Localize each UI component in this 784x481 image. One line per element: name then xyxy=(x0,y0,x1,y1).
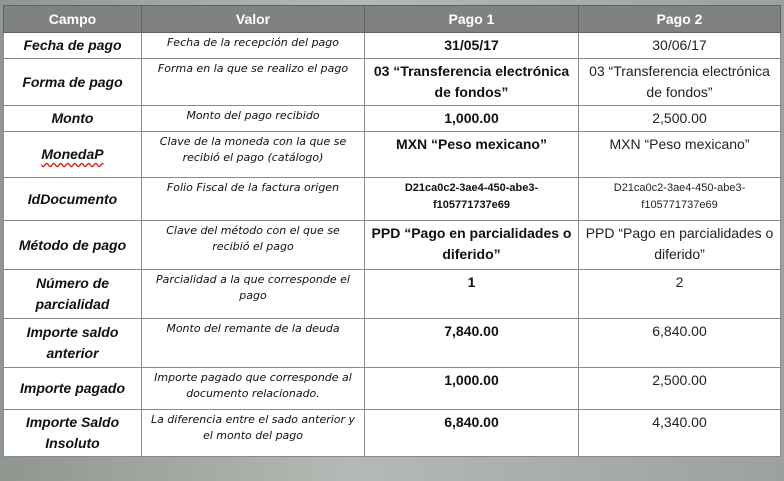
valor-cell: Clave del método con el que se recibió el pago xyxy=(142,221,365,270)
campo-cell: Fecha de pago xyxy=(4,33,142,59)
campo-label: MonedaP xyxy=(41,146,104,162)
pago-1-cell: 1,000.00 xyxy=(365,106,579,132)
campo-cell: Número de parcialidad xyxy=(4,270,142,319)
table-row xyxy=(4,410,781,457)
pago-1-cell: PPD “Pago en parcialidades o diferido” xyxy=(365,221,579,270)
pago-1-cell: 6,840.00 xyxy=(365,410,579,457)
pago-1-cell: 7,840.00 xyxy=(365,319,579,368)
pago-1-cell: 31/05/17 xyxy=(365,33,579,59)
campo-cell: IdDocumento xyxy=(4,178,142,221)
table-row xyxy=(4,132,781,178)
valor-cell: Fecha de la recepción del pago xyxy=(142,33,365,59)
table-row xyxy=(4,270,781,319)
campo-cell: Importe saldo anterior xyxy=(4,319,142,368)
valor-cell: Forma en la que se realizo el pago xyxy=(142,59,365,106)
campo-cell: Forma de pago xyxy=(4,59,142,106)
valor-cell: La diferencia entre el sado anterior y el monto del pago xyxy=(142,410,365,457)
pago-1-cell: 1 xyxy=(365,270,579,319)
header-pago-1: Pago 1 xyxy=(365,6,579,33)
pago-2-cell: 2 xyxy=(579,270,781,319)
pago-1-cell: D21ca0c2-3ae4-450-abe3-f105771737e69 xyxy=(365,178,579,221)
pago-1-cell: MXN “Peso mexicano” xyxy=(365,132,579,178)
campo-cell: Monto xyxy=(4,106,142,132)
pago-2-cell: MXN “Peso mexicano” xyxy=(579,132,781,178)
pago-2-cell: 30/06/17 xyxy=(579,33,781,59)
campo-cell xyxy=(4,132,142,178)
table-row xyxy=(4,106,781,132)
header-campo: Campo xyxy=(4,6,142,33)
pago-2-cell: 6,840.00 xyxy=(579,319,781,368)
table-row xyxy=(4,59,781,106)
header-row xyxy=(4,6,781,33)
valor-cell: Monto del pago recibido xyxy=(142,106,365,132)
pago-2-cell: 2,500.00 xyxy=(579,106,781,132)
table-row xyxy=(4,368,781,410)
pago-2-cell: 4,340.00 xyxy=(579,410,781,457)
table-row xyxy=(4,33,781,59)
valor-cell: Importe pagado que corresponde al documento relacionado. xyxy=(142,368,365,410)
pago-2-cell: D21ca0c2-3ae4-450-abe3-f105771737e69 xyxy=(579,178,781,221)
table-row xyxy=(4,178,781,221)
header-valor: Valor xyxy=(142,6,365,33)
valor-cell: Monto del remante de la deuda xyxy=(142,319,365,368)
valor-cell: Clave de la moneda con la que se recibió el pago (catálogo) xyxy=(142,132,365,178)
campo-cell: Método de pago xyxy=(4,221,142,270)
pago-1-cell: 03 “Transferencia electrónica de fondos” xyxy=(365,59,579,106)
valor-cell: Parcialidad a la que corresponde el pago xyxy=(142,270,365,319)
pago-2-cell: 2,500.00 xyxy=(579,368,781,410)
table-row xyxy=(4,221,781,270)
table-row xyxy=(4,319,781,368)
pago-2-cell: PPD “Pago en parcialidades o diferido” xyxy=(579,221,781,270)
campo-cell: Importe pagado xyxy=(4,368,142,410)
payment-fields-table xyxy=(3,5,781,457)
campo-cell: Importe Saldo Insoluto xyxy=(4,410,142,457)
valor-cell: Folio Fiscal de la factura origen xyxy=(142,178,365,221)
pago-1-cell: 1,000.00 xyxy=(365,368,579,410)
header-pago-2: Pago 2 xyxy=(579,6,781,33)
pago-2-cell: 03 “Transferencia electrónica de fondos” xyxy=(579,59,781,106)
